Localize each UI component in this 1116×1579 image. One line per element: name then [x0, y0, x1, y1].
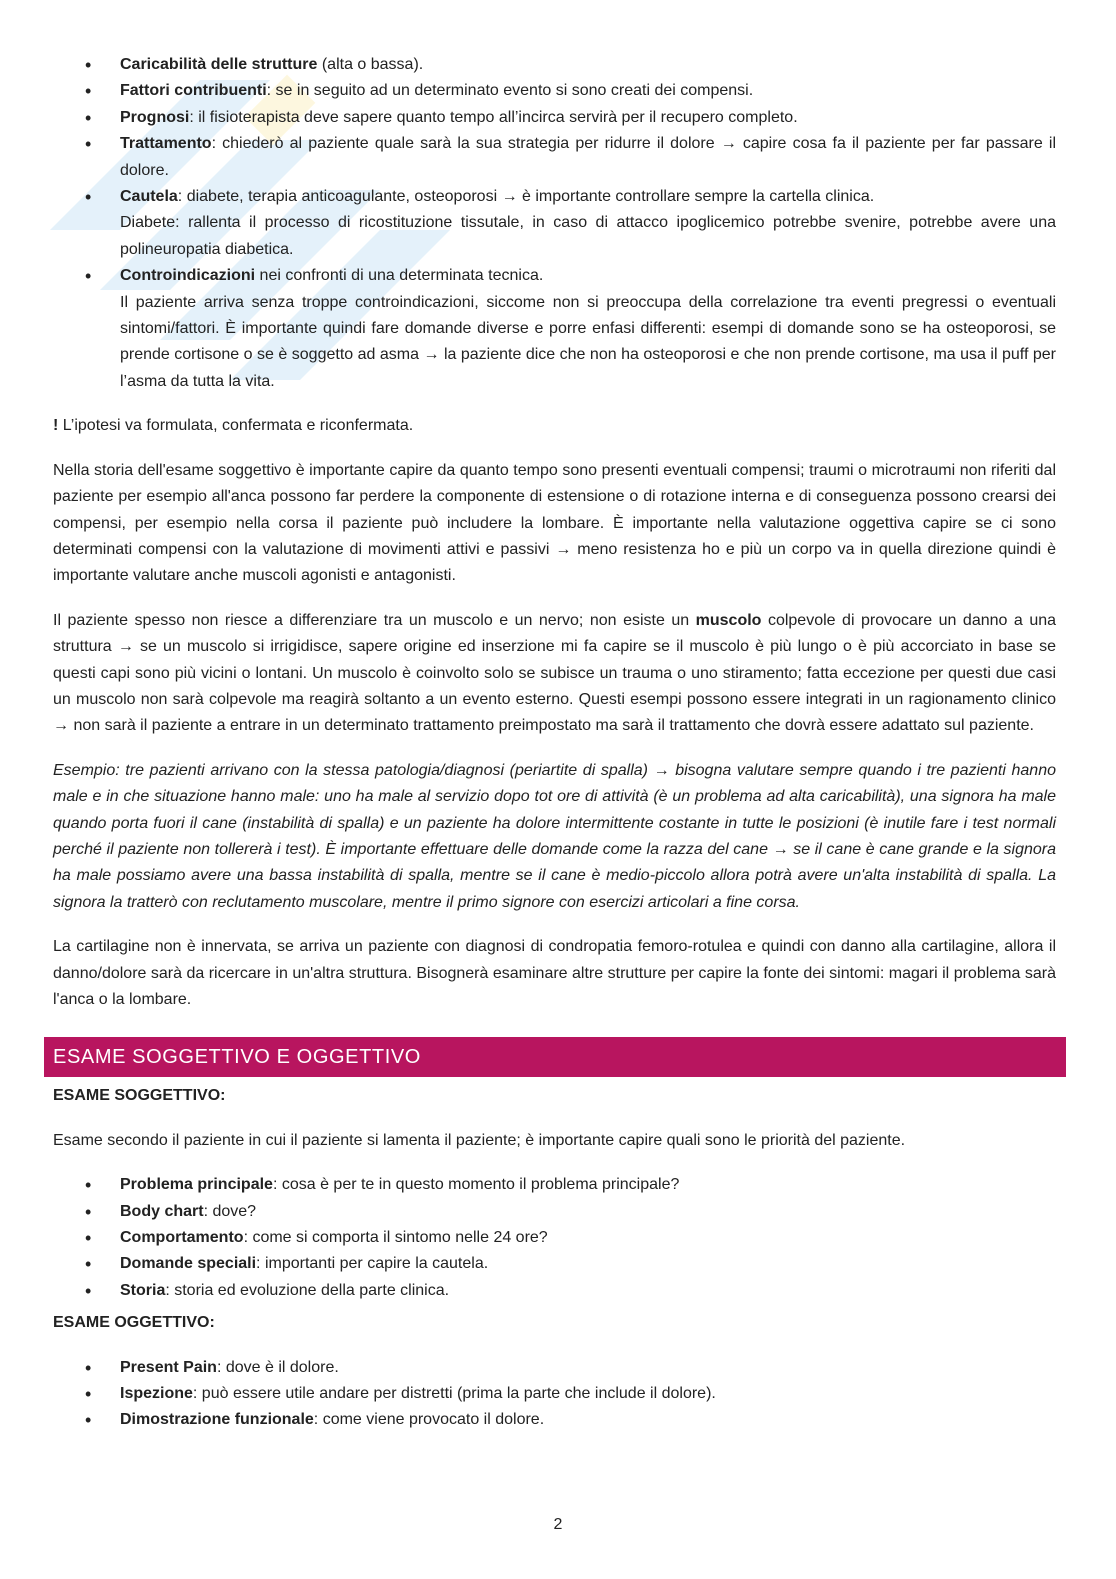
section-heading-bar: ESAME SOGGETTIVO E OGGETTIVO	[44, 1037, 1066, 1077]
paragraph-esempio	[53, 758, 1056, 916]
list-item	[53, 1278, 1056, 1304]
heading-esame-soggettivo: ESAME SOGGETTIVO:	[53, 1087, 226, 1105]
list-item-term: Controindicazioni	[120, 267, 256, 285]
list-item-text: : storia ed evoluzione della parte clinica.	[165, 1281, 450, 1299]
list-item-text: : dove è il dolore.	[216, 1358, 339, 1376]
list-item	[53, 1381, 1056, 1407]
bullet-list-soggettivo	[53, 1172, 1056, 1304]
list-item-term: Body chart	[120, 1202, 204, 1220]
list-item-term: Trattamento	[120, 135, 212, 153]
note-text: L’ipotesi va formulata, confermata e riconfermata.	[58, 417, 414, 435]
list-item	[53, 1225, 1056, 1251]
list-item-term: Fattori contribuenti	[120, 82, 267, 100]
list-item	[53, 52, 1056, 78]
paragraph-text: colpevole di provocare un danno a una struttura → se un muscolo si irrigidisce, sapere origine ed inserzione mi fa capire se il muscolo è più lungo o è più accorciato in base se questi capi sono più vicini o lontani. Un muscolo è coinvolto solo se subisce un trauma o uno stiramento; fatta eccezione per questi due casi un muscolo non sarà colpevole ma reagirà soltanto a un evento esterno. Questi esempi possono essere integrati in un ragionamento clinico → non sarà il paziente a entrare in un determinato trattamento preimpostato ma sarà il trattamento che dovrà essere adattato sul paziente.	[53, 611, 1057, 735]
list-item-text: : se in seguito ad un determinato evento si sono creati dei compensi.	[266, 82, 754, 100]
list-item	[53, 1199, 1056, 1225]
list-item	[53, 1355, 1056, 1381]
paragraph-soggettivo-intro: Esame secondo il paziente in cui il paziente si lamenta il paziente; è importante capire quali sono le priorità del paziente.	[53, 1131, 906, 1149]
page-number: 2	[553, 1516, 563, 1533]
paragraph-text: Il paziente spesso non riesce a differenziare tra un muscolo e un nervo; non esiste un	[53, 611, 696, 629]
list-item	[53, 1172, 1056, 1198]
list-item-term: Comportamento	[120, 1229, 244, 1247]
list-item	[53, 105, 1056, 131]
list-item-text: : come si comporta il sintomo nelle 24 ore?	[243, 1229, 548, 1247]
list-item-text: : importanti per capire la cautela.	[256, 1255, 489, 1273]
list-item-term: Problema principale	[120, 1176, 273, 1194]
example-text: Esempio: tre pazienti arrivano con la stessa patologia/diagnosi (periartite di spalla) → bisogna valutare sempre quando i tre pazienti hanno male e in che situazione hanno male: uno ha male al servizio dopo tot ore di attività (è un problema ad alta caricabilità), una signora ha male quando porta fuori il cane (instabilità di spalla) e un paziente ha dolore intermittente costante in tutte le posizioni (è inutile fare i test normali perché il paziente non tollererà i test). È importante effettuare delle domande come la razza del cane → se il cane è cane grande e la signora ha male possiamo avere una bassa instabilità di spalla, mentre se il cane è medio-piccolo allora potrà avere un'alta instabilità di spalla. La signora la tratterò con reclutamento muscolare, mentre il primo signore con esercizi articolari a fine corsa.	[53, 761, 1056, 911]
list-item	[53, 131, 1056, 184]
list-item-term: Domande speciali	[120, 1255, 257, 1273]
paragraph-compensi: Nella storia dell'esame soggettivo è importante capire da quanto tempo sono presenti eventuali compensi; traumi o microtraumi non riferiti dal paziente per esempio all'anca possono far perdere la componente di estensione o di rotazione interna e di conseguenza possono crearsi dei compensi, per esempio nella corsa il paziente può includere la lombare. È importante nella valutazione oggettiva capire se ci sono determinati compensi con la valutazione di movimenti attivi e passivi → meno resistenza ho e più un corpo va in quella direzione quindi è importante valutare anche muscoli agonisti e antagonisti.	[53, 461, 1056, 585]
list-item-term: Dimostrazione funzionale	[120, 1411, 314, 1429]
list-item-term: Caricabilità delle strutture	[120, 56, 318, 73]
list-item-term: Cautela	[120, 188, 178, 206]
list-item	[53, 263, 1056, 395]
list-item	[53, 1407, 1056, 1433]
list-item-text: : diabete, terapia anticoagulante, osteoporosi → è importante controllare sempre la cartella clinica.	[177, 188, 875, 206]
list-item-text: (alta o bassa).	[317, 56, 424, 73]
list-item	[53, 78, 1056, 104]
list-item-text: nei confronti di una determinata tecnica.	[255, 267, 544, 285]
list-item-text: : come viene provocato il dolore.	[313, 1411, 545, 1429]
bullet-list-top	[53, 52, 1056, 395]
list-item-term: Prognosi	[120, 108, 190, 126]
list-item-text: : il fisioterapista deve sapere quanto tempo all’incirca servirà per il recupero completo.	[189, 108, 798, 126]
list-item-extra: Il paziente arriva senza troppe controindicazioni, siccome non si preoccupa della correlazione tra eventi pregressi o eventuali sintomi/fattori. È importante quindi fare domande diverse e porre enfasi differenti: esempi di domande sono se ha osteoporosi, se prende cortisone o se è soggetto ad asma → la paziente dice che non ha osteoporosi e che non prende cortisone, ma usa il puff per l’asma da tutta la vita.	[120, 293, 1056, 390]
list-item-extra: Diabete: rallenta il processo di ricostituzione tissutale, in caso di attacco ipoglicemico potrebbe svenire, potrebbe avere una polineuropatia diabetica.	[120, 214, 1056, 258]
paragraph-bold: muscolo	[695, 611, 762, 629]
list-item-text: : chiederò al paziente quale sarà la sua strategia per ridurre il dolore → capire cosa fa il paziente per far passare il dolore.	[120, 135, 1056, 179]
list-item-term: Storia	[120, 1281, 166, 1299]
paragraph-cartilagine: La cartilagine non è innervata, se arriva un paziente con diagnosi di condropatia femoro-rotulea e quindi con danno alla cartilagine, allora il danno/dolore sarà da ricercare in un'altra struttura. Bisognerà esaminare altre strutture per capire la fonte dei sintomi: magari il problema sarà l'anca o la lombare.	[53, 938, 1056, 1008]
list-item-term: Present Pain	[120, 1358, 217, 1376]
heading-esame-oggettivo: ESAME OGGETTIVO:	[53, 1314, 215, 1332]
document-page	[53, 52, 1056, 1434]
note-mark: !	[53, 417, 59, 435]
list-item-text: : dove?	[203, 1202, 257, 1220]
list-item-term: Ispezione	[120, 1385, 193, 1403]
list-item	[53, 1251, 1056, 1277]
bullet-list-oggettivo	[53, 1355, 1056, 1434]
note-paragraph	[53, 413, 1056, 439]
list-item	[53, 184, 1056, 263]
list-item-text: : può essere utile andare per distretti (prima la parte che include il dolore).	[192, 1385, 716, 1403]
paragraph-muscolo	[53, 608, 1056, 740]
list-item-text: : cosa è per te in questo momento il problema principale?	[272, 1176, 680, 1194]
